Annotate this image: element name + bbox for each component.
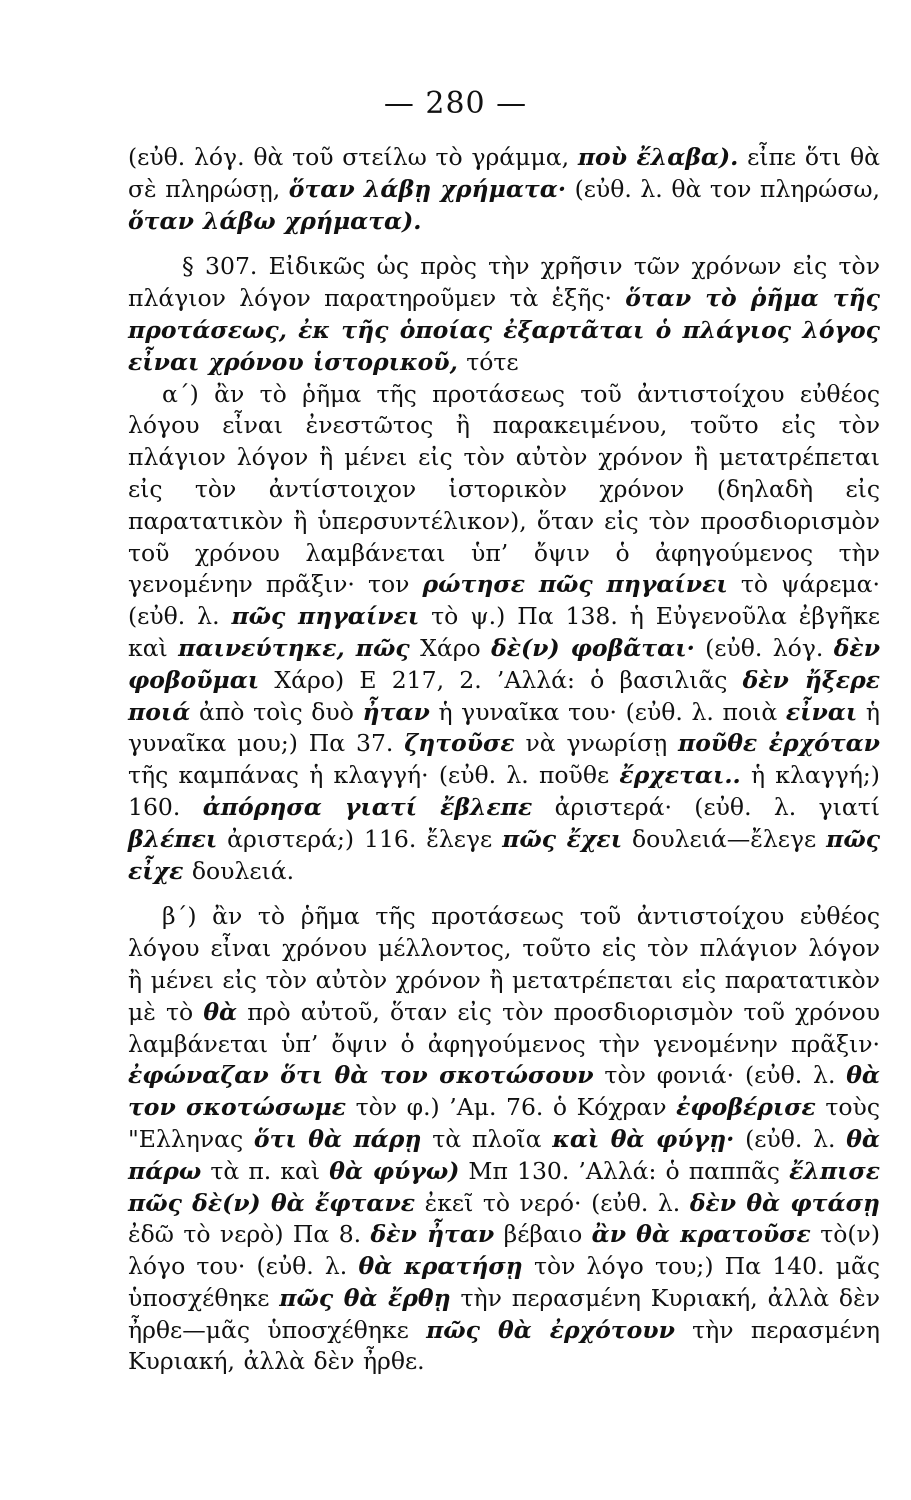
text-run: βέβαιο xyxy=(494,1220,592,1249)
emphasized-text: ἔρχεται.. xyxy=(619,761,741,790)
emphasized-text: ἐφοβέρισε xyxy=(676,1093,816,1122)
emphasized-text: ὅταν λάβῃ χρήματα· xyxy=(288,174,567,203)
text-run: δουλειά. xyxy=(183,856,295,885)
emphasized-text: πῶς ἔχει xyxy=(502,824,623,853)
paragraph-case-b xyxy=(128,901,880,1378)
emphasized-text: πῶς θὰ ἐρχότουν xyxy=(426,1315,675,1344)
emphasized-text: θὰ κρατήσῃ xyxy=(358,1252,523,1281)
text-run: ἐδῶ τὸ νερὸ) Πα 8. xyxy=(128,1220,371,1249)
text-run: Χάρο xyxy=(409,633,492,662)
emphasized-text: ὅταν λάβω χρήματα). xyxy=(128,206,422,235)
body-text xyxy=(128,142,880,1378)
emphasized-text: παινεύτηκε, πῶς xyxy=(178,633,410,662)
text-run: τὸν φ.) ’Αμ. 76. ὁ Κόχραν xyxy=(346,1093,677,1122)
emphasized-text: δὲν ἦταν xyxy=(370,1220,495,1249)
text-run: τὸν λόγο του;) Πα 140. μᾶς ὑποσχέθηκε xyxy=(128,1252,881,1312)
paragraph-continuation xyxy=(128,142,880,237)
emphasized-text: θὰ τον σκοτώσωμε xyxy=(128,1061,881,1122)
text-run: ἡ γυναῖκα μου;) Πα 37. xyxy=(128,697,880,758)
text-run: ἀριστερά;) 116. ἔλεγε xyxy=(217,824,503,853)
emphasized-text: ὅτι θὰ πάρῃ xyxy=(253,1124,422,1153)
emphasized-text: δὲ(ν) φοβᾶται· xyxy=(491,633,695,662)
emphasized-text: ποῦθε ἐρχόταν xyxy=(678,729,880,758)
emphasized-text: δὲν θὰ φτάσῃ xyxy=(689,1188,880,1217)
emphasized-text: εἶναι xyxy=(785,697,858,726)
text-run: (εὐθ. λ. xyxy=(734,1124,847,1153)
emphasized-text: ὅταν τὸ ῥῆμα τῆς προτάσεως, ἐκ τῆς ὁποίας ἐξαρτᾶται ὁ πλάγιος λόγος εἶναι χρόνου ἱστορικοῦ, xyxy=(128,284,880,376)
text-run: τὴν περασμένη Κυριακή, ἀλλὰ δὲν ἦρθε—μᾶς ὑποσχέθηκε xyxy=(128,1283,880,1344)
text-run: τοὺς "Ελληνας xyxy=(128,1093,880,1153)
text-run: τὰ π. καὶ xyxy=(201,1156,330,1185)
emphasized-text: θὰ φύγω) xyxy=(329,1156,460,1185)
emphasized-text: ζητοῦσε xyxy=(404,729,515,758)
emphasized-text: δὲν φοβοῦμαι xyxy=(128,633,880,694)
emphasized-text: θὰ πάρω xyxy=(128,1124,880,1185)
text-run: τῆς καμπάνας ἡ κλαγγή· (εὐθ. λ. ποῦθε xyxy=(128,761,620,790)
emphasized-text: ρώτησε πῶς πηγαίνει xyxy=(422,570,728,599)
text-run: τότε xyxy=(457,347,519,376)
text-run: τὰ πλοῖα xyxy=(421,1124,553,1153)
emphasized-text: δὲν ἤξερε ποιά xyxy=(128,665,880,726)
text-run: νὰ γνωρίσῃ xyxy=(514,729,679,758)
text-run: ἀπὸ τοὶς δυὸ xyxy=(190,697,363,726)
text-run: § 307. Εἰδικῶς ὡς πρὸς τὴν χρῆσιν τῶν χρόνων εἰς τὸν πλάγιον λόγον παρατηροῦμεν τὰ ἑξῆς· xyxy=(128,252,880,313)
text-run: ἀριστερά· (εὐθ. λ. γιατί xyxy=(532,792,880,821)
text-run: εἶπε ὅτι θὰ σὲ πληρώσῃ, xyxy=(128,143,880,203)
text-run: τὸ ψάρεμα· (εὐθ. λ. xyxy=(128,570,880,631)
text-run: ἐκεῖ τὸ νερό· (εὐθ. λ. xyxy=(415,1188,690,1217)
emphasized-text: θὰ xyxy=(203,997,238,1026)
text-run: τὸ(ν) λόγο του· (εὐθ. λ. xyxy=(128,1220,880,1281)
emphasized-text: πῶς πηγαίνει xyxy=(231,602,420,631)
text-run: α΄) ἂν τὸ ῥῆμα τῆς προτάσεως τοῦ ἀντιστοίχου εὐθέος λόγου εἶναι ἐνεστῶτος ἢ παρακειμένου, τοῦτο εἰς τὸν πλάγιον λόγον ἢ μένει εἰς τὸν αὐτὸν χρόνον ἢ μετατρέπεται εἰς τὸν ἀντίστοιχον ἱστορικὸν χρόνον (δηλαδὴ εἰς παρατατικὸν ἢ ὑπερσυντέλικον), ὅταν εἰς τὸν προσδιορισμὸν τοῦ χρόνου λαμβάνεται ὑπ’ ὄψιν ὁ ἀφηγούμενος τὴν γενομένην πρᾶξιν· τον xyxy=(128,379,880,599)
text-run: τὸ ψ.) Πα 138. ἡ Εὐγενοῦλα ἐβγῆκε καὶ xyxy=(128,602,880,662)
paragraph-section-307 xyxy=(128,251,880,378)
text-run: ἡ γυναῖκα του· (εὐθ. λ. ποιὰ xyxy=(429,697,786,726)
emphasized-text: ποὺ ἔλαβα). xyxy=(577,143,739,171)
text-run: Χάρο) Ε 217, 2. ’Αλλά: ὁ βασιλιᾶς xyxy=(259,665,743,694)
text-run: πρὸ αὐτοῦ, ὅταν εἰς τὸν προσδιορισμὸν τοῦ χρόνου λαμβάνεται ὑπ’ ὄψιν ὁ ἀφηγούμενος τὴν γενομένην πρᾶξιν· xyxy=(128,997,880,1058)
text-run: τὴν περασμένη Κυριακή, ἀλλὰ δὲν ἦρθε. xyxy=(128,1315,881,1376)
text-run: (εὐθ. λ. θὰ τον πληρώσω, xyxy=(566,174,880,203)
text-run: (εὐθ. λόγ. θὰ τοῦ στείλω τὸ γράμμα, xyxy=(128,143,578,171)
text-run: Μπ 130. ’Αλλά: ὁ παππᾶς xyxy=(459,1156,790,1185)
text-run: ἡ κλαγγή;) 160. xyxy=(128,761,880,821)
emphasized-text: ἔλπισε πῶς δὲ(ν) θὰ ἔφτανε xyxy=(128,1156,881,1217)
emphasized-text: ἀπόρησα γιατί ἔβλεπε xyxy=(202,792,533,821)
text-run: δουλειά—ἔλεγε xyxy=(622,824,827,853)
emphasized-text: πῶς θὰ ἔρθῃ xyxy=(279,1283,451,1312)
page-number: — 280 — xyxy=(383,86,528,121)
text-run: β΄) ἂν τὸ ῥῆμα τῆς προτάσεως τοῦ ἀντιστοίχου εὐθέος λόγου εἶναι χρόνου μέλλοντος, τοῦτο εἰς τὸν πλάγιον λόγον ἢ μένει εἰς τὸν αὐτὸν χρόνον ἢ μετατρέπεται εἰς παρατατικὸν μὲ τὸ xyxy=(128,902,880,1026)
emphasized-text: βλέπει xyxy=(128,824,218,853)
text-run: (εὐθ. λόγ. xyxy=(694,633,834,662)
text-run: τὸν φονιά· (εὐθ. λ. xyxy=(593,1061,847,1090)
emphasized-text: πῶς εἶχε xyxy=(128,824,881,885)
emphasized-text: ἂν θὰ κρατοῦσε xyxy=(591,1220,811,1249)
emphasized-text: ἦταν xyxy=(362,697,430,726)
emphasized-text: καὶ θὰ φύγῃ· xyxy=(552,1124,735,1153)
paragraph-case-a xyxy=(128,379,880,888)
emphasized-text: ἐφώναζαν ὅτι θὰ τον σκοτώσουν xyxy=(128,1061,594,1090)
